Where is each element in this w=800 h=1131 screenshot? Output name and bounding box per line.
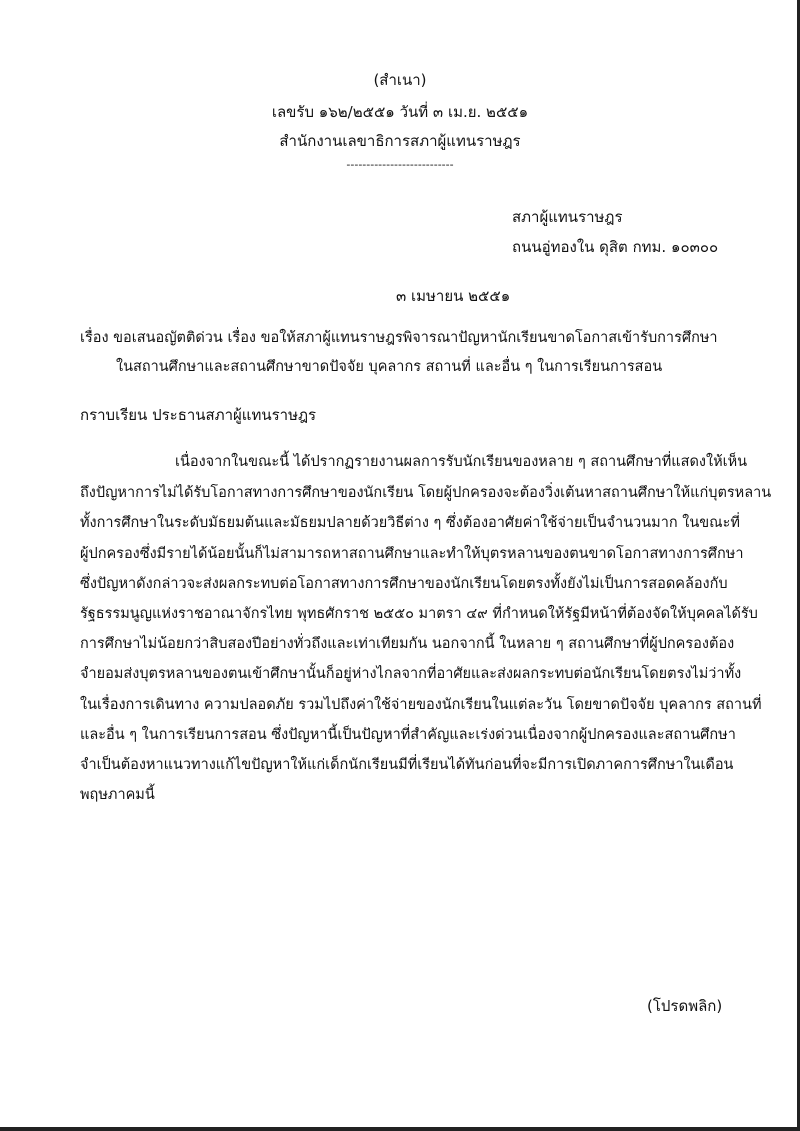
turn-over-note: (โปรดพลิก) (647, 997, 723, 1015)
scan-edge-bottom (0, 1127, 800, 1131)
body-line: เนื่องจากในขณะนี้ ได้ปรากฏรายงานผลการรับนักเรียนของหลาย ๆ สถานศึกษาที่แสดงให้เห็น (175, 454, 748, 470)
office-name: สำนักงานเลขาธิการสภาผู้แทนราษฎร (279, 132, 521, 150)
body-line: ในเรื่องการเดินทาง ความปลอดภัย รวมไปถึงค่าใช้จ่ายของนักเรียนในแต่ละวัน โดยขาดปัจจัย บุคลากร สถานที่ (80, 697, 762, 713)
body-line: จำเป็นต้องหาแนวทางแก้ไขปัญหาให้แก่เด็กนักเรียนมีที่เรียนได้ทันก่อนที่จะมีการเปิดภาคการศึกษาในเดือน (80, 757, 734, 773)
subject-line1: เรื่อง ขอเสนอญัตติด่วน เรื่อง ขอให้สภาผู้แทนราษฎรพิจารณาปัญหานักเรียนขาดโอกาสเข้ารับการศึกษา (80, 330, 718, 346)
body-line: การศึกษาไม่น้อยกว่าสิบสองปีอย่างทั่วถึงและเท่าเทียมกัน นอกจากนี้ ในหลาย ๆ สถานศึกษาที่ผู้ปกครองต้อง (80, 636, 735, 652)
receipt-number: เลขรับ ๑๖๒/๒๕๕๑ วันที่ ๓ เม.ย. ๒๕๕๑ (271, 103, 529, 121)
body-line: และอื่น ๆ ในการเรียนการสอน ซึ่งปัญหานี้เป็นปัญหาที่สำคัญและเร่งด่วนเนื่องจากผู้ปกครองและสถานศึกษา (80, 727, 736, 743)
copy-mark: (สำเนา) (373, 71, 427, 89)
body-line: จำยอมส่งบุตรหลานของตนเข้าศึกษานั้นก็อยู่ห่างไกลจากที่อาศัยและส่งผลกระทบต่อนักเรียนโดยตรงไม่ว่าทั้ง (80, 666, 742, 682)
body-line: รัฐธรรมนูญแห่งราชอาณาจักรไทย พุทธศักราช ๒๕๕๐ มาตรา ๔๙ ที่กำหนดให้รัฐมีหน้าที่ต้องจัดให้บุคคลได้รับ (80, 606, 758, 622)
body-line: ถึงปัญหาการไม่ได้รับโอกาสทางการศึกษาของนักเรียน โดยผู้ปกครองจะต้องวิ่งเต้นหาสถานศึกษาให้แก่บุตรหลาน (80, 485, 772, 501)
salutation: กราบเรียน ประธานสภาผู้แทนราษฎร (80, 406, 317, 424)
letter-date: ๓ เมษายน ๒๕๕๑ (396, 287, 511, 305)
sender-address-line1: สภาผู้แทนราษฎร (512, 208, 623, 226)
body-line: พฤษภาคมนี้ (80, 787, 155, 803)
header-divider: --------------------------- (346, 158, 454, 171)
subject-line2: ในสถานศึกษาและสถานศึกษาขาดปัจจัย บุคลากร สถานที่ และอื่น ๆ ในการเรียนการสอน (116, 359, 663, 375)
body-line: ซึ่งปัญหาดังกล่าวจะส่งผลกระทบต่อโอกาสทางการศึกษาของนักเรียนโดยตรงทั้งยังไม่เป็นการสอดคล้องกับ (80, 576, 728, 592)
body-line: ทั้งการศึกษาในระดับมัธยมต้นและมัธยมปลายด้วยวิธีต่าง ๆ ซึ่งต้องอาศัยค่าใช้จ่ายเป็นจำนวนมาก ในขณะที่ (80, 515, 740, 531)
body-line: ผู้ปกครองซึ่งมีรายได้น้อยนั้นก็ไม่สามารถหาสถานศึกษาและทำให้บุตรหลานของตนขาดโอกาสทางการศึกษา (80, 546, 744, 562)
sender-address-line2: ถนนอู่ทองใน ดุสิต กทม. ๑๐๓๐๐ (512, 238, 719, 256)
